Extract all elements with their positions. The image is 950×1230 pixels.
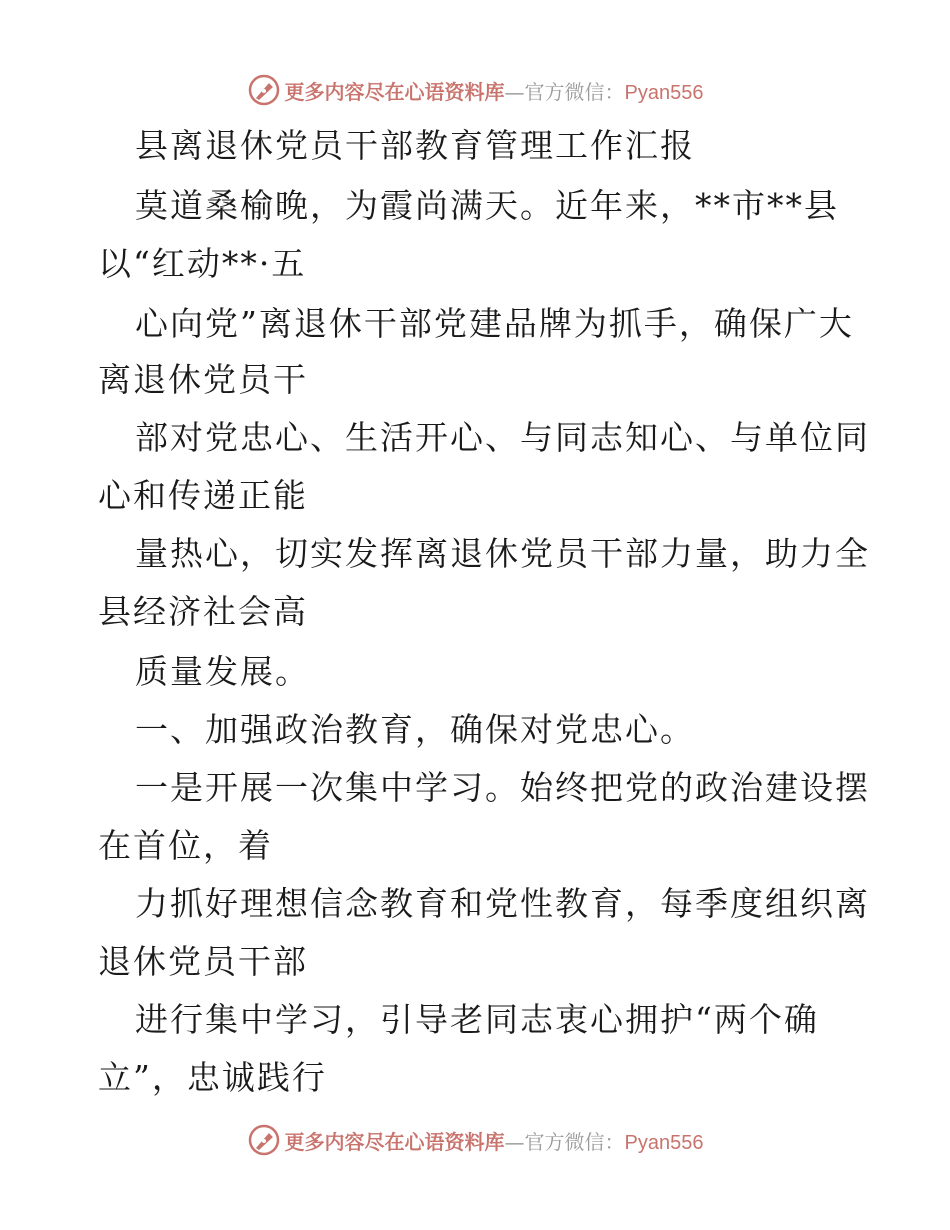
watermark-text-main: 更多内容尽在心语资料库 <box>284 79 505 104</box>
paragraph-line: 心和传递正能 <box>98 476 308 515</box>
paragraph-line: 进行集中学习，引导老同志衷心拥护“两个确 <box>135 1000 819 1039</box>
paragraph-line: 质量发展。 <box>135 652 310 691</box>
document-title: 县离退休党员干部教育管理工作汇报 <box>135 126 695 165</box>
paragraph-line: 莫道桑榆晚，为霞尚满天。近年来，**市**县 <box>135 186 839 225</box>
paragraph-line: 量热心，切实发挥离退休党员干部力量，助力全 <box>135 534 870 573</box>
watermark-banner-inner <box>247 1120 704 1160</box>
paragraph-line: 县经济社会高 <box>98 592 308 631</box>
pen-nib-logo-icon <box>247 73 281 107</box>
watermark-wechat-id: Pyan556 <box>624 1131 704 1154</box>
watermark-wechat-label: 官方微信： <box>524 1129 625 1154</box>
watermark-wechat-id: Pyan556 <box>624 81 704 104</box>
paragraph-line: 以“红动**·五 <box>98 244 307 283</box>
paragraph-line: 一是开展一次集中学习。始终把党的政治建设摆 <box>135 768 870 807</box>
watermark-banner-inner <box>247 70 704 110</box>
pen-nib-logo-icon <box>247 1123 281 1157</box>
section-heading: 一、加强政治教育，确保对党忠心。 <box>135 710 695 749</box>
watermark-banner-top <box>0 70 950 110</box>
watermark-dash: — <box>504 1129 525 1154</box>
paragraph-line: 立”，忠诚践行 <box>98 1058 327 1097</box>
watermark-banner-bottom <box>0 1120 950 1160</box>
paragraph-line: 心向党”离退休干部党建品牌为抓手，确保广大 <box>135 304 854 343</box>
watermark-wechat-label: 官方微信： <box>524 79 625 104</box>
paragraph-line: 在首位，着 <box>98 826 273 865</box>
watermark-text <box>285 1126 704 1155</box>
paragraph-line: 退休党员干部 <box>98 942 308 981</box>
paragraph-line: 力抓好理想信念教育和党性教育，每季度组织离 <box>135 884 870 923</box>
paragraph-line: 离退休党员干 <box>98 360 308 399</box>
watermark-dash: — <box>504 79 525 104</box>
watermark-text <box>285 76 704 105</box>
watermark-text-main: 更多内容尽在心语资料库 <box>284 1129 505 1154</box>
paragraph-line: 部对党忠心、生活开心、与同志知心、与单位同 <box>135 418 870 457</box>
